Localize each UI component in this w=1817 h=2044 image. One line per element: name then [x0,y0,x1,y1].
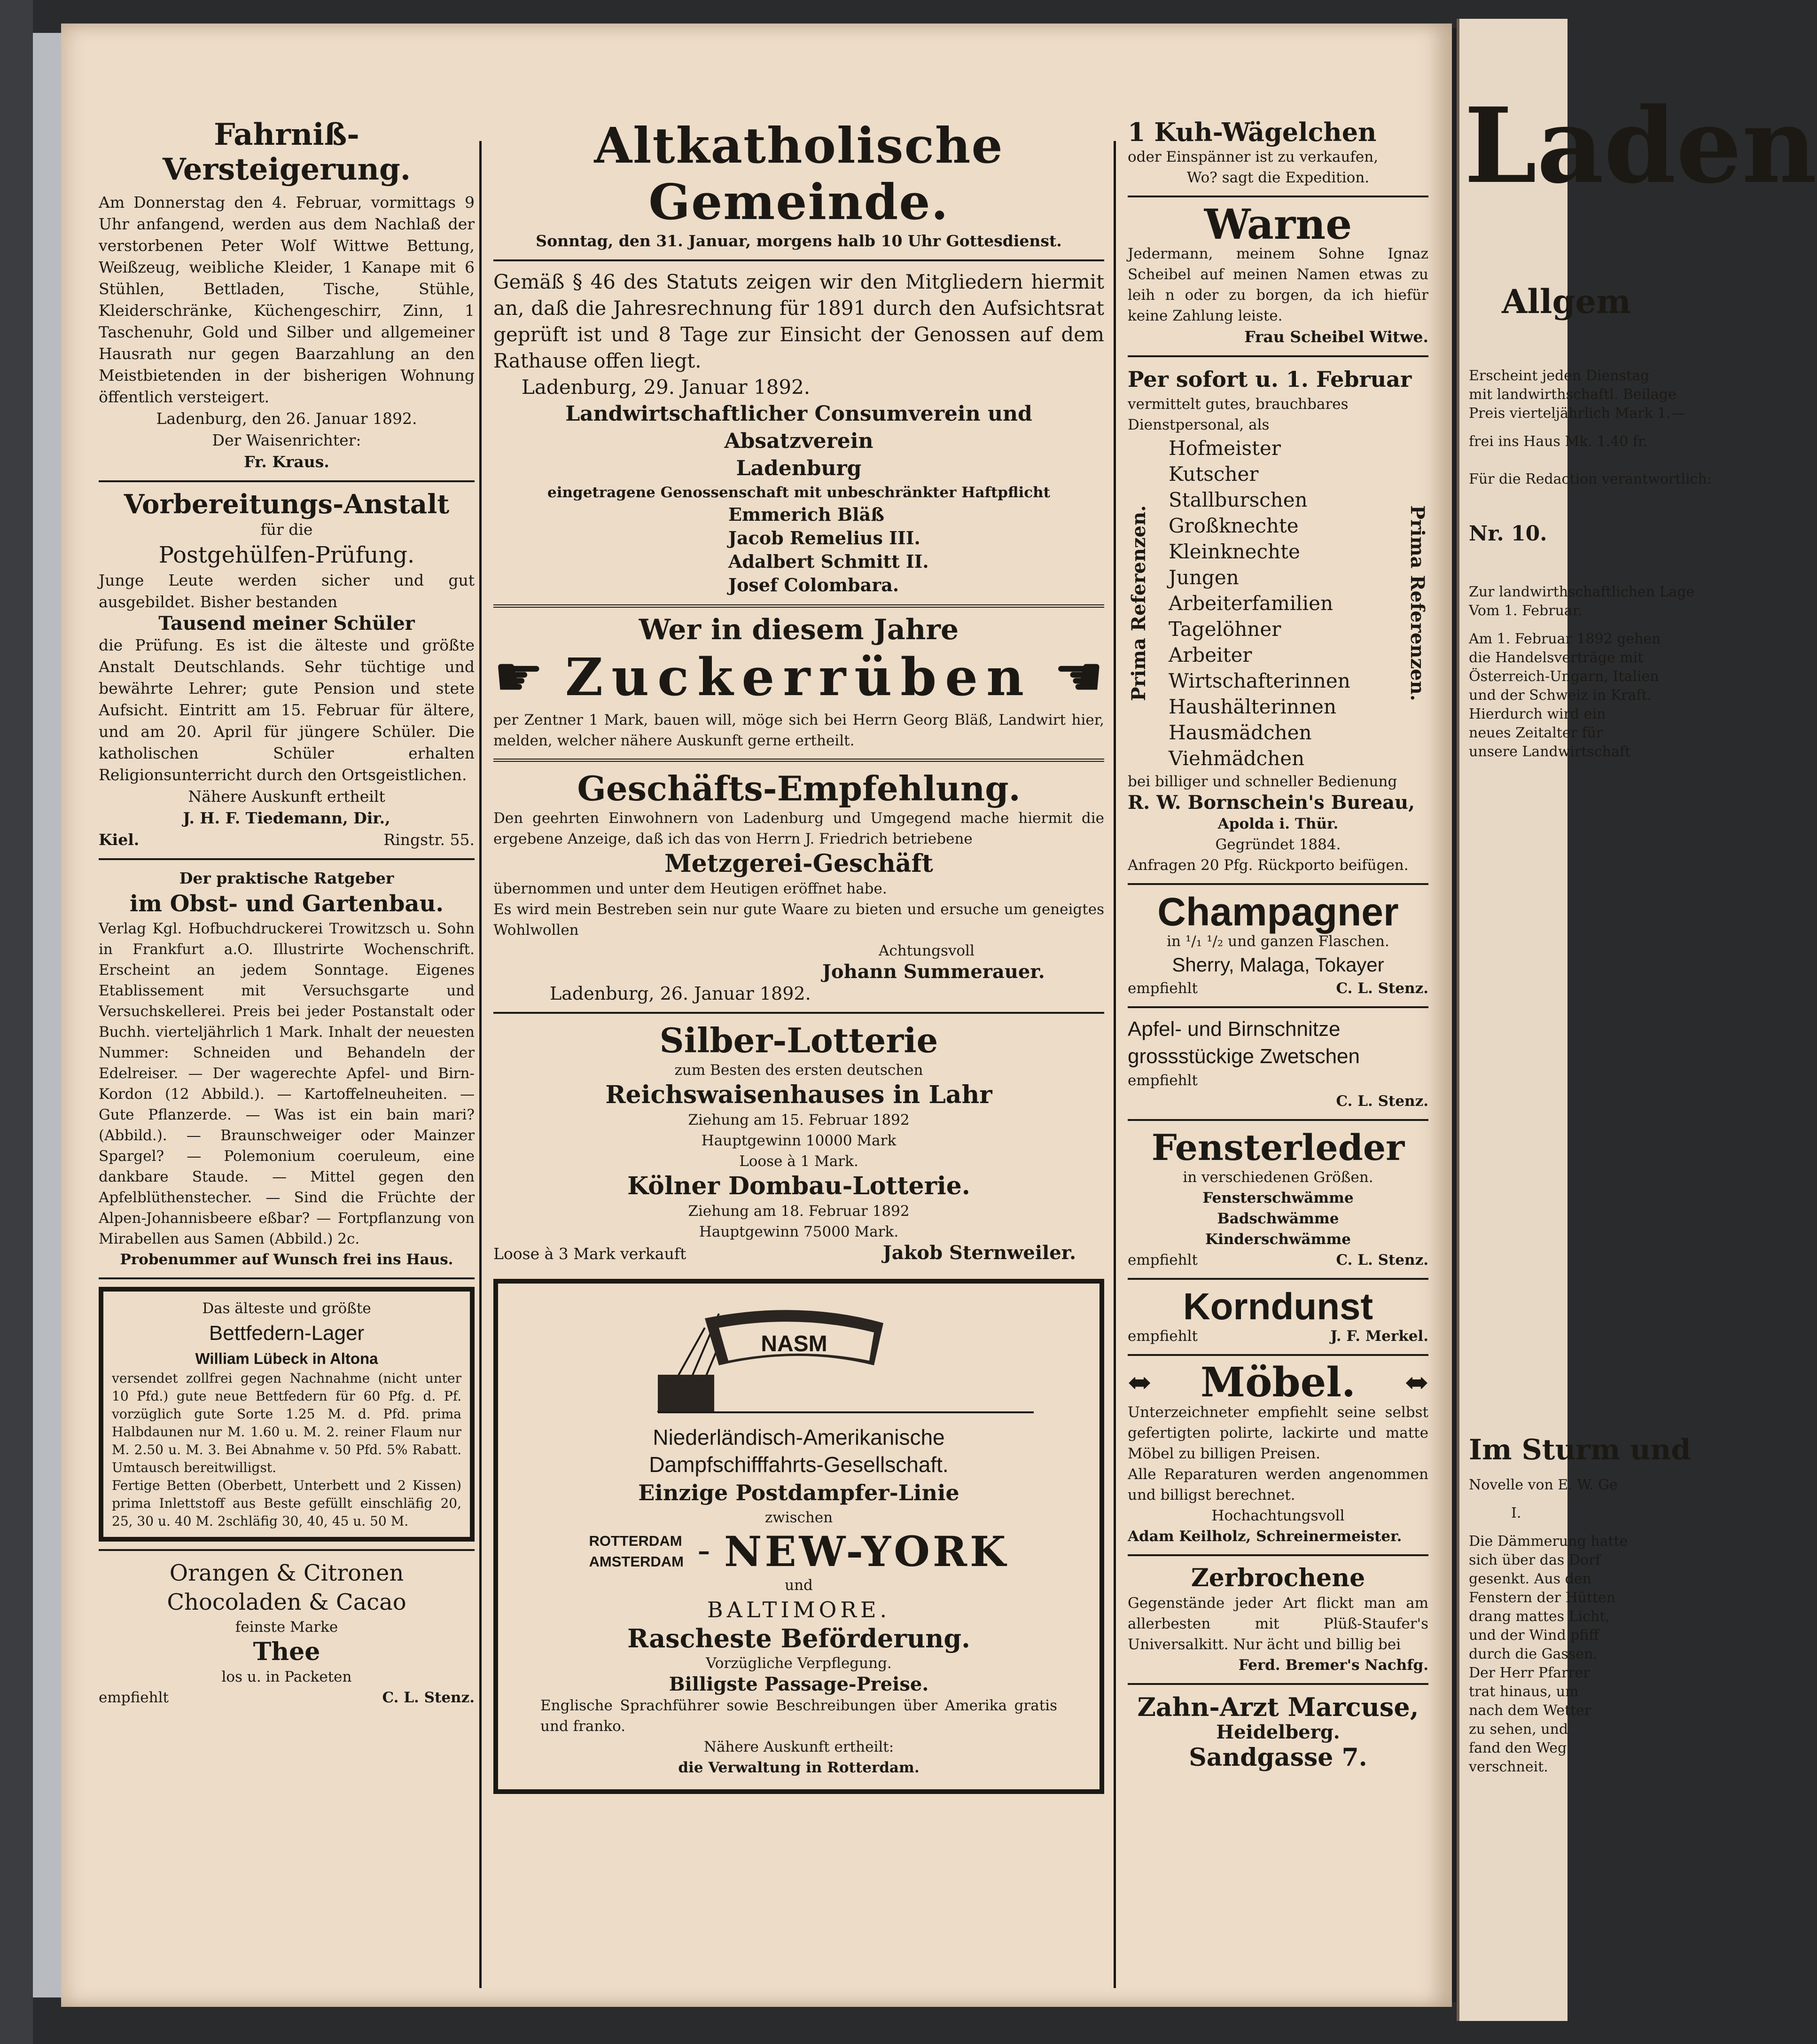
pointing-hand-left-icon: ☛ [1053,644,1104,710]
ship-destination: NEW-YORK [724,1527,1009,1576]
lotterie-ad [493,1021,1104,1265]
story-line: fand den Weg [1469,1740,1567,1756]
oranges-seller: C. L. Stenz. [382,1689,475,1706]
lotterie-sell: Loose à 3 Mark verkauft [493,1245,686,1263]
article-line: Zur landwirthschaftlichen Lage [1469,584,1695,600]
oranges-line-1: Orangen & Citronen [169,1560,404,1586]
zerbrochene-body: Gegenstände jeder Art flickt man am allerbesten mit Plüß-Staufer's Universalkitt. Nur ächt und billig bei [1128,1595,1428,1653]
issue-number: Nr. 10. [1469,522,1547,546]
staff-item: Hausmädchen [1169,721,1312,744]
zucker-body: per Zentner 1 Mark, bauen will, möge sich bei Herrn Georg Bläß, Landwirt hier, melden, welcher nähere Auskunft gerne ertheilt. [493,712,1104,749]
moebel-body: Unterzeichneter empfiehlt seine selbst gefertigten polirte, lackirte und matte Möbel zu billigen Preisen. [1128,1404,1428,1462]
fenster-sizes: in verschiedenen Größen. [1183,1169,1373,1186]
metzgerei-title: Geschäfts-Empfehlung. [577,768,1021,808]
zahnarzt-title: Zahn-Arzt Marcuse, [1137,1692,1419,1722]
masthead: Laden [1464,85,1817,206]
oranges-line-2: Chocoladen & Cacao [167,1589,406,1615]
consum-name-2: Jacob Remelius III. [728,527,920,548]
prep-address [99,829,475,851]
ship-line: Einzige Postdampfer-Linie [638,1480,959,1505]
auction-title: Fahrniß-Versteigerung. [162,117,411,187]
lotterie-sub-2: Reichswaisenhauses in Lahr [605,1081,992,1109]
korn-footer [1128,1326,1428,1347]
column-left [99,117,475,2016]
ship-company-1: Niederländisch-Amerikanische [653,1425,945,1449]
korn-seller: J. F. Merkel. [1330,1328,1428,1345]
staff-item: Wirtschafterinnen [1169,669,1350,692]
ship-route [512,1528,1085,1575]
korn-ad [1128,1287,1428,1347]
ornament-right-icon: ⬌ [1404,1366,1428,1399]
story-line: gesenkt. Aus den [1469,1571,1591,1587]
apfel-ad [1128,1016,1428,1112]
staff-item: Tagelöhner [1169,618,1281,641]
moebel-name: Adam Keilholz, Schreinermeister. [1128,1528,1402,1545]
divider [99,858,475,860]
masthead-info-line: Preis vierteljährlich Mark 1.— [1469,405,1685,422]
consum-date: Ladenburg, 29. Januar 1892. [522,376,811,399]
korn-title: Korndunst [1183,1285,1373,1327]
article-line: Hierdurch wird ein [1469,706,1606,722]
kuh-title: 1 Kuh-Wägelchen [1128,117,1377,147]
masthead-info-line: frei ins Haus Mk. 1.40 fr. [1469,433,1648,450]
kuh-ad [1128,117,1428,188]
ship-from-1: ROTTERDAM [589,1533,682,1549]
story-line: sich über das Dorf [1469,1552,1601,1568]
story-line: durch die Gassen. [1469,1646,1598,1662]
consum-body: Gemäß § 46 des Statuts zeigen wir den Mitgliedern hiermit an, daß die Jahresrechnung für 1891 durch den Aufsichtsrat geprüft ist und 8 Tage zur Einsicht der Genossen auf dem Rathause offen liegt. [493,270,1104,372]
masthead-sub: Allgem [1502,282,1631,321]
ship-info: Nähere Auskunft ertheilt: [703,1739,894,1755]
lotterie-footer [493,1242,1104,1265]
staff-item: Viehmädchen [1169,747,1305,770]
staff-city: Apolda i. Thür. [1217,815,1339,832]
masthead-info-line: Erscheint jeden Dienstag [1469,368,1650,384]
column-middle [493,117,1104,2016]
metzgerei-shop: Metzgerei-Geschäft [664,849,933,878]
ship-fast: Rascheste Beförderung. [627,1623,970,1653]
ratgeber-foot: Probenummer auf Wunsch frei ins Haus. [120,1251,453,1268]
champagner-ad [1128,890,1428,999]
fenster-item-1: Fensterschwämme [1202,1190,1354,1206]
staff-item: Kutscher [1169,462,1259,486]
zucker-pre: Wer in diesem Jahre [639,613,959,646]
apfel-line-2: grossstückige Zwetschen [1128,1045,1360,1068]
references-right: Prima Referenzen. [1406,505,1428,701]
column-right [1128,117,1428,2016]
divider [493,1012,1104,1014]
divider [493,259,1104,261]
article-line: unsere Landwirtschaft [1469,744,1630,760]
warne-title: Warne [1204,200,1352,249]
feathers-ad [99,1287,475,1542]
references-left: Prima Referenzen. [1128,505,1150,701]
staff-item: Stallburschen [1169,488,1308,511]
ratgeber-body: Verlag Kgl. Hofbuchdruckerei Trowitzsch u. Sohn in Frankfurt a.O. Illustrirte Wochenschrift. Erscheint an jedem Sonntage. Eigenes Etablissement mit Versuchsgarte und Versuchskellerei. Preis bei jeder Postanstalt oder Buchh. vierteljährlich 1 Mark. Inhalt der neuesten Nummer: Schneiden und Behandeln der Edelreiser. — Der wagerechte Apfel- und Birn-Kordon (12 Abbild.). — Kartoffelneuheiten. — Gute Pflanzerde. — Was ist ein bain mari? (Abbild.). — Braunschweiger oder Mainzer Spargel? — Polemonium coeruleum, eine dankbare Staude. — Mittel gegen den Apfelblüthenstecher. — Sind die Früchte der Alpen-Johannisbeere eßbar? — Fortpflanzung von Mirabellen aus Samen (Abbild.) 2c. [99,920,475,1247]
auction-office: Der Waisenrichter: [212,431,361,449]
apfel-seller: C. L. Stenz. [1336,1093,1428,1110]
fenster-item-2: Badschwämme [1217,1210,1339,1227]
prep-info: Nähere Auskunft ertheilt [188,787,385,806]
divider [99,1277,475,1279]
ship-destination-2: BALTIMORE. [707,1597,891,1622]
ornament-left-icon: ⬌ [1128,1366,1152,1399]
staff-item: Arbeiterfamilien [1169,592,1334,615]
story-title: Im Sturm und [1469,1433,1691,1466]
metzgerei-date: Ladenburg, 26. Januar 1892. [550,983,811,1004]
divider [1128,1354,1428,1356]
article-line: und der Schweiz in Kraft. [1469,687,1652,704]
oranges-fine: feinste Marke [235,1619,338,1636]
champagner-title: Champagner [1157,890,1399,934]
consum-name-4: Josef Colombara. [728,574,899,595]
article-line: neues Zeitalter für [1469,725,1603,741]
masthead-info-line: Für die Redaction verantwortlich: [1469,471,1712,487]
oranges-packs: los u. in Packeten [221,1668,352,1685]
prep-for: für die [260,520,313,539]
ship-admin: die Verwaltung in Rotterdam. [678,1759,920,1776]
kuh-ask: Wo? sagt die Expedition. [1186,169,1370,186]
fenster-footer [1128,1250,1428,1270]
ship-dash: – [698,1537,710,1566]
fenster-ad [1128,1128,1428,1270]
metzgerei-ad [493,769,1104,1004]
column-rule [479,141,482,1988]
story-line: drang mattes Licht, [1469,1608,1610,1625]
lotterie-draw-2: Ziehung am 18. Februar 1892 [688,1203,910,1220]
divider [1128,1554,1428,1556]
metzgerei-body: Den geehrten Einwohnern von Ladenburg und Umgegend mache hiermit die ergebene Anzeige, daß ich das von Herrn J. Friedrich betriebene [493,810,1104,847]
feathers-body-2: Fertige Betten (Oberbett, Unterbett und 2 Kissen) prima Inlettstoff aus Beste gefüllt einschläfig 20, 25, 30 u. 40 M. 2schläfig 30, 40, 45 u. 50 M. [112,1478,461,1529]
zahnarzt-street: Sandgasse 7. [1189,1743,1367,1772]
divider [1128,355,1428,357]
lotterie-sub-1: zum Besten des ersten deutschen [674,1062,923,1079]
story-line: Fenstern der Hütten [1469,1590,1616,1606]
zucker-ad [493,615,1104,751]
staff-item: Arbeiter [1169,643,1252,666]
metzgerei-body-2: übernommen und unter dem Heutigen eröffnet habe. [493,880,887,897]
warne-name: Frau Scheibel Witwe. [1244,328,1428,346]
apfel-recommends: empfiehlt [1128,1072,1198,1089]
staff-item: Jungen [1169,566,1239,589]
lotterie-draw-1: Ziehung am 15. Februar 1892 [688,1112,910,1128]
lotterie-lots-1: Loose à 1 Mark. [739,1153,858,1170]
warne-ad [1128,200,1428,348]
consum-org: Landwirtschaftlicher Consumverein und Absatzverein [565,402,1032,453]
staff-list-row [1128,435,1428,771]
consum-ad [493,269,1104,597]
kuh-body: oder Einspänner ist zu verkaufen, [1128,149,1379,165]
fenster-recommends: empfiehlt [1128,1252,1198,1269]
consum-city: Ladenburg [736,456,862,480]
ship-body: Englische Sprachführer sowie Beschreibungen über Amerika gratis und franko. [540,1697,1057,1735]
story-sub: Novelle von E. W. Ge [1469,1477,1618,1493]
story-line: Der Herr Pfarrer [1469,1665,1590,1681]
staff-item: Kleinknechte [1169,540,1300,563]
article-line: Vom 1. Februar. [1469,603,1583,619]
story-line: Die Dämmerung hatte [1469,1533,1628,1550]
moebel-header [1128,1359,1428,1406]
story-number: I. [1511,1505,1521,1521]
fenster-item-3: Kinderschwämme [1205,1231,1351,1248]
shipping-ad [493,1279,1104,1794]
prep-subtitle: Postgehülfen-Prüfung. [158,542,415,568]
steamship-flag-illustration [512,1295,1085,1422]
staff-founded: Gegründet 1884. [1215,836,1341,853]
pointing-hand-right-icon: ☛ [493,644,544,710]
metzgerei-regards: Achtungsvoll [879,942,975,959]
divider [493,759,1104,762]
feathers-body: versendet zollfrei gegen Nachnahme (nicht unter 10 Pfd.) gute neue Bettfedern für 60 Pfg. d. Pf. vorzüglich gute Sorte 1.25 M. d. Pfd. prima Halbdaunen nur M. 1.60 u. M. 2. reiner Flaum nur M. 2.50 u. M. 3. Bei Abnahme v. 50 Pfd. 5% Rabatt. Umtausch bereitwilligst. [112,1370,461,1475]
flag-label: NASM [761,1331,827,1356]
consum-reg: eingetragene Genossenschaft mit unbeschränkter Haftpflicht [547,484,1050,501]
champagner-recommends: empfiehlt [1128,980,1198,997]
korn-recommends: empfiehlt [1128,1328,1198,1345]
lotterie-prize-2: Hauptgewinn 75000 Mark. [699,1223,899,1240]
masthead-info-line: mit landwirthschaftl. Beilage [1469,386,1677,403]
zucker-row [493,644,1104,710]
article-line: die Handelsverträge mit [1469,650,1644,666]
prep-body-2: die Prüfung. Es ist die älteste und größte Anstalt Deutschlands. Sehr tüchtige und bewährte Lehrer; gute Pension und stete Aufsicht. Eintritt am 15. Februar für ältere, und am 20. April für jüngere Schüler. Die katholischen Schüler erhalten Religionsunterricht durch den Ortsgeistlichen. [99,636,475,784]
staff-bureau: R. W. Bornschein's Bureau, [1128,791,1415,814]
apfel-line-1: Apfel- und Birnschnitze [1128,1018,1341,1041]
article-line: Österreich-Ungarn, Italien [1469,668,1659,685]
zerbrochene-seller: Ferd. Bremer's Nachfg. [1238,1657,1428,1674]
zahnarzt-city: Heidelberg. [1216,1721,1340,1743]
divider [1128,883,1428,885]
champagner-wines: Sherry, Malaga, Tokayer [1172,954,1384,976]
article-line: Am 1. Februar 1892 gehen [1469,631,1661,647]
zerbrochene-title: Zerbrochene [1191,1564,1365,1592]
gemeinde-sub: Sonntag, den 31. Januar, morgens halb 10 Uhr Gottesdienst. [536,232,1062,250]
auction-ad [99,117,475,473]
divider [1128,1006,1428,1008]
prep-school-ad [99,490,475,851]
zucker-title: Zuckerrüben [565,646,1033,707]
ship-cheap: Billigste Passage-Preise. [669,1673,929,1695]
feathers-pre: Das älteste und größte [202,1300,371,1317]
divider [99,480,475,482]
ship-company-2: Dampfschifffahrts-Gesellschaft. [649,1452,949,1477]
prep-body: Junge Leute werden sicher und gut ausgebildet. Bisher bestanden [99,571,475,611]
auction-body: Am Donnerstag den 4. Februar, vormittags 9 Uhr anfangend, werden aus dem Nachlaß der verstorbenen Peter Wolf Wittwe Bettung, Weißzeug, weibliche Kleider, 1 Kanape mit 6 Stühlen, Bettladen, Tische, Stühle, Kleiderschränke, Küchengeschirr, Zinn, 1 Taschenuhr, Gold und Silber und allgemeiner Hausrath nur gegen Baarzahlung an den Meistbietenden in der bisherigen Wohnung öffentlich versteigert. [99,193,475,406]
prep-street: Ringstr. 55. [383,830,475,849]
gemeinde-ad [493,117,1104,252]
prep-title: Vorbereitungs-Anstalt [124,489,450,520]
staff-title: Per sofort u. 1. Februar [1128,367,1412,392]
prep-signature: J. H. F. Tiedemann, Dir., [183,809,390,827]
story-line: verschneit. [1469,1759,1548,1775]
zerbrochene-ad [1128,1564,1428,1676]
auction-name: Fr. Kraus. [244,453,329,471]
oranges-recommends: empfiehlt [99,1689,169,1706]
staff-body: vermittelt gutes, brauchbares Dienstpersonal, als [1128,396,1349,433]
oranges-footer [99,1687,475,1708]
champagner-footer [1128,978,1428,999]
divider [99,1549,475,1551]
moebel-ad [1128,1359,1428,1547]
lotterie-seller: Jakob Sternweiler. [882,1242,1076,1264]
metzgerei-name: Johann Summerauer. [822,961,1045,983]
metzgerei-body-3: Es wird mein Bestreben sein nur gute Waare zu bieten und ersuche um geneigtes Wohlwollen [493,901,1104,939]
champagner-seller: C. L. Stenz. [1336,980,1428,997]
next-page-partial [1457,19,1817,2021]
gemeinde-title: Altkatholische Gemeinde. [594,117,1004,231]
staff-item: Haushälterinnen [1169,695,1337,718]
staff-item: Hofmeister [1169,437,1281,460]
ratgeber-ad [99,868,475,1270]
zahnarzt-ad [1128,1692,1428,1772]
staff-list [1150,435,1406,771]
story-line: nach dem Wetter [1469,1702,1591,1719]
ship-and: und [785,1577,813,1594]
ratgeber-pre: Der praktische Ratgeber [179,869,394,887]
divider [1128,1119,1428,1121]
staff-porto: Anfragen 20 Pfg. Rückporto beifügen. [1128,857,1409,874]
column-rule [1114,141,1116,1988]
auction-place-date: Ladenburg, den 26. Januar 1892. [156,409,417,428]
fenster-seller: C. L. Stenz. [1336,1252,1428,1269]
story-line: zu sehen, und [1469,1721,1568,1738]
prep-highlight: Tausend meiner Schüler [158,612,415,634]
warne-body: Jedermann, meinem Sohne Ignaz Scheibel auf meinen Namen etwas zu leih n oder zu borgen, da ich hiefür keine Zahlung leiste. [1128,245,1428,324]
staff-ad [1128,365,1428,876]
divider [1128,196,1428,197]
fenster-title: Fensterleder [1151,1127,1405,1168]
divider [1128,1278,1428,1280]
consum-name-1: Emmerich Bläß [728,504,885,525]
feathers-title: Bettfedern-Lager [209,1322,365,1345]
oranges-ad [99,1558,475,1708]
feathers-owner: William Lübeck in Altona [195,1350,378,1367]
story-line: trat hinaus, um [1469,1684,1579,1700]
moebel-title: Möbel. [1200,1359,1356,1406]
lotterie-title: Silber-Lotterie [659,1020,938,1060]
lotterie-prize-1: Hauptgewinn 10000 Mark [701,1132,897,1149]
story-line: und der Wind pfiff [1469,1627,1599,1644]
ship-from-2: AMSTERDAM [589,1553,684,1570]
staff-foot: bei billiger und schneller Bedienung [1128,773,1397,790]
prep-city: Kiel. [99,830,140,849]
divider [493,604,1104,608]
ratgeber-title: im Obst- und Gartenbau. [129,891,444,917]
staff-item: Großknechte [1169,514,1299,537]
moebel-body-2: Alle Reparaturen werden angenommen und billigst berechnet. [1128,1466,1428,1504]
ship-food: Vorzügliche Verpflegung. [706,1655,892,1672]
champagner-sizes: in ¹/₁ ¹/₂ und ganzen Flaschen. [1167,933,1389,950]
page-mount [33,33,61,1997]
moebel-regards: Hochachtungsvoll [1211,1507,1345,1524]
book-spine [0,0,33,2044]
oranges-tea: Thee [253,1637,320,1666]
divider [1128,1683,1428,1685]
consum-name-3: Adalbert Schmitt II. [728,551,929,572]
lotterie-title-2: Kölner Dombau-Lotterie. [627,1172,970,1200]
ship-between: zwischen [764,1509,833,1526]
